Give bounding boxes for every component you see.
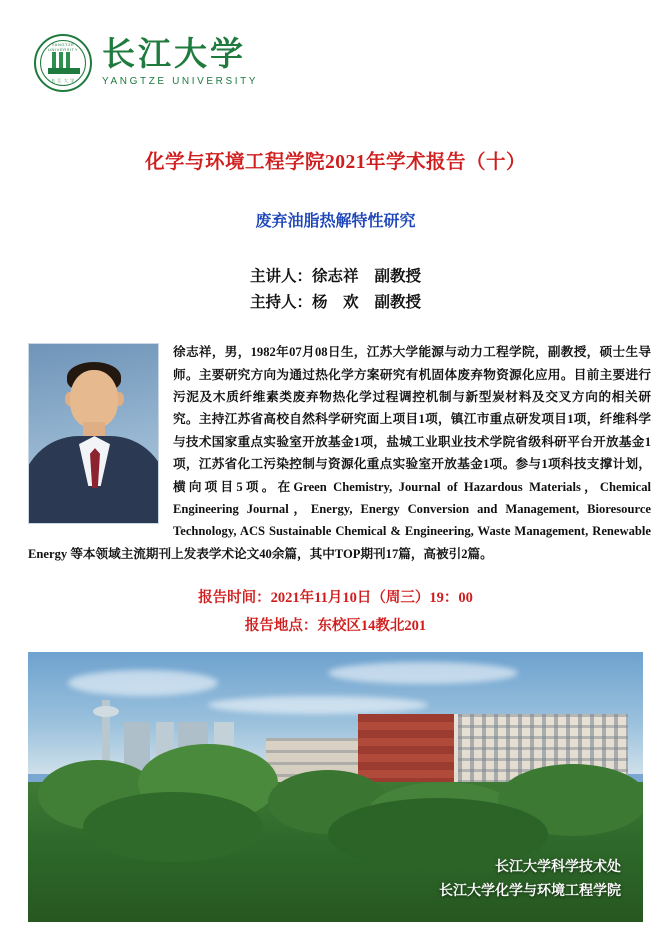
lecturer-line [0,264,671,290]
logo-chinese-name: 长江大学 [102,37,246,73]
host-line [0,290,671,316]
university-seal-icon [34,34,92,92]
photo-caption [439,856,621,904]
caption-line-2: 长江大学化学与环境工程学院 [439,884,621,900]
event-time: 报告时间：2021年11月10日（周三）19：00 [198,590,473,607]
lecturer-name: 徐志祥 [311,268,359,285]
host-name: 杨 欢 [311,293,359,311]
bio-text: 徐志祥，男，1982年07月08日生，江苏大学能源与动力工程学院，副教授，硕士生导师。主要研究方向为通过热化学方案研究有机固体废弃物资源化应用。目前主要进行污泥及木质纤维素类废弃物热化学过程调控机制与新型炭材料及交叉方向的相关研究。主持江苏省高校自然科学研究面上项目1项，镇江市重点研发项目1项，纤维科学与技术国家重点实验室开放基金1项，盐城工业职业技术学院省级科研平台开放基金1项，江苏省化工污染控制与资源化重点实验室开放基金1项。参与1项科技支撑计划，横向项目5项。在Green Chemistry, Journal of Hazardous Materials，Chemical Engineering Journal，Energy, Energy Conversion and Management, Bioresource Technology, ACS Sustainable Chemical & Engineering, Waste Management, Renewable Energy 等本领域主流期刊上发表学术论文40余篇，其中TOP期刊17篇，高被引2篇。 [28,345,651,561]
event-meta [0,585,671,640]
seal-bottom-text: 长 江 大 学 [51,78,75,83]
logo-text-block [102,39,258,87]
lecturer-label: 主讲人： [249,268,312,285]
poster-header [0,0,671,106]
lecturer-title: 副教授 [374,268,422,285]
photo-cloud [328,662,518,684]
photo-tree [83,792,263,862]
speaker-bio [28,341,651,565]
seal-building-icon [48,52,80,74]
page-subtitle: 废弃油脂热解特性研究 [255,213,416,230]
caption-line-1: 长江大学科学技术处 [495,860,621,876]
speaker-info [0,264,671,315]
host-label: 主持人： [249,293,312,311]
campus-photo [28,652,643,922]
logo-english-name: YANGTZE UNIVERSITY [102,76,259,87]
host-title: 副教授 [374,293,422,311]
photo-cloud [208,696,428,714]
portrait-face [70,370,118,428]
event-place: 报告地点：东校区14教北201 [244,617,427,634]
speaker-portrait [28,343,159,524]
photo-cloud [68,670,218,696]
seal-top-text: YANGTZE UNIVERSITY [47,42,78,52]
page-title: 化学与环境工程学院2021年学术报告（十） [144,152,526,173]
university-logo [34,34,671,92]
